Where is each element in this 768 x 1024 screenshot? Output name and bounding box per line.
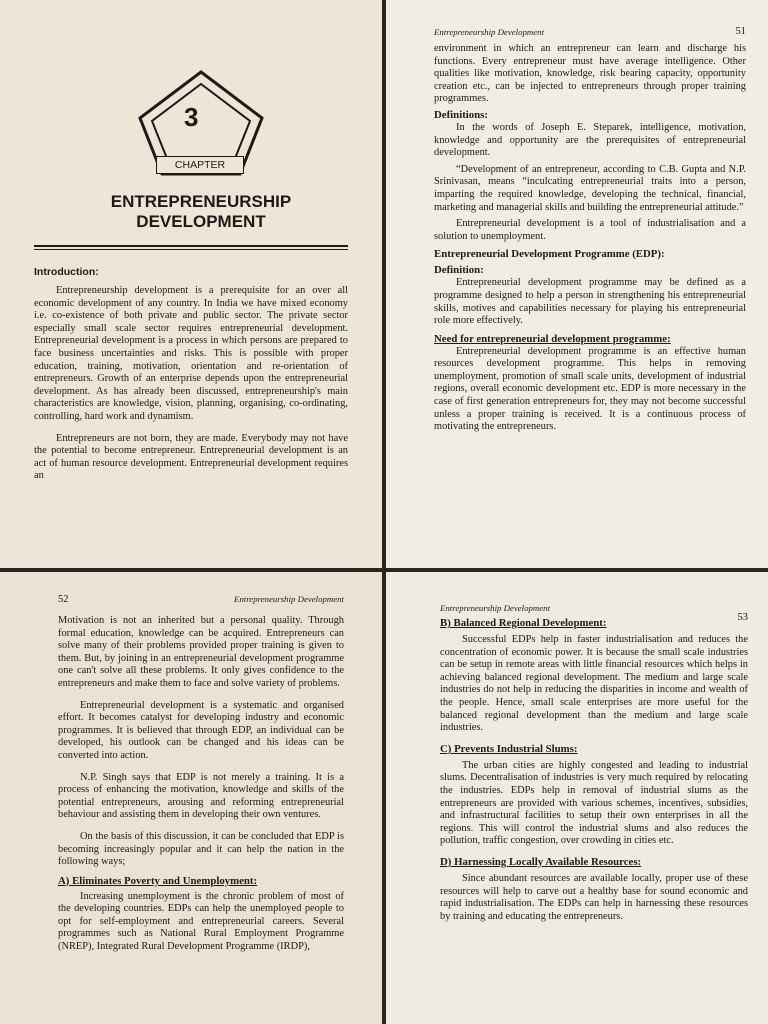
section-heading: Need for entrepreneurial development programme:	[434, 332, 671, 345]
running-head: Entrepreneurship Development	[233, 594, 344, 604]
page-number: 51	[735, 26, 746, 37]
title-rule-thin	[34, 249, 348, 250]
chapter-title-line2: DEVELOPMENT	[136, 212, 266, 231]
paragraph: On the basis of this discussion, it can be concluded that EDP is becoming increasingly popular and it can help the nation in the following ways;	[58, 830, 344, 868]
section-heading: Definitions:	[434, 108, 488, 121]
chapter-badge	[34, 70, 348, 198]
paragraph: Successful EDPs help in faster industrialisation and reduces the concentration of economic power. It is because the small scale industries can be setup in remote areas with little financial resources which helps in achieving balanced regional development. The medium and large scale industries do not help in reducing the disparities in income and wealth of the people. Hence, small scale enterprises are more useful for the balanced regional development than the medium and large scale industries.	[440, 634, 748, 734]
running-head: Entrepreneurship Development	[440, 603, 551, 613]
paragraph: Entrepreneurial development programme may be defined as a programme designed to help a person in strengthening his entrepreneurial skills, motives and capabilities necessary for playing his entrepreneurial role more effectively.	[434, 277, 746, 327]
section-heading: Entrepreneurial Development Programme (EDP):	[434, 248, 665, 261]
section-heading: A) Eliminates Poverty and Unemployment:	[58, 874, 258, 887]
section-heading: B) Balanced Regional Development:	[440, 617, 607, 629]
paragraph: environment in which an entrepreneur can learn and discharge his functions. Every entrepreneur must have average intelligence. Other qualities like motivation, knowledge, risk bearing capacity, opportunity creation etc., can be injected to entrepreneurs through proper training programmes.	[434, 43, 746, 105]
section-heading: Definition:	[434, 264, 484, 277]
page-53	[386, 572, 768, 1024]
title-rule	[34, 245, 348, 247]
page-51	[386, 0, 768, 568]
page-52	[0, 572, 382, 1024]
chapter-number: 3	[184, 102, 199, 132]
chapter-title-line1: ENTREPRENEURSHIP	[110, 192, 292, 211]
chapter-title	[34, 192, 348, 232]
paragraph: Entrepreneurial development is a systematic and organised effort. It becomes catalyst for developing industry and economic programmes. It is believed that through EDP, an individual can be developed, his outlook can be changed and his ideas can be converted into action.	[58, 699, 344, 761]
page-50	[0, 0, 382, 568]
paragraph: Entrepreneurs are not born, they are made. Everybody may not have the potential to become entrepreneur. Entrepreneurial development is an act of human resource development. Entrepreneurial development requires an	[34, 432, 348, 482]
paragraph: The urban cities are highly congested and leading to industrial slums. Decentralisation of industries is very much required by relocating the industries. EDPs help in removal of industrial slums as the entrepreneurs are provided with various schemes, incentives, subsidies, and infrastructural facilities to setup their own enterprises in all the regions. This will control the industrial slums and also reduces the pollution, traffic congestion, over crowding in cities etc.	[440, 759, 748, 847]
page-number: 53	[737, 612, 748, 623]
paragraph: Entrepreneurial development is a tool of industrialisation and a solution to unemployment.	[434, 218, 746, 242]
paragraph: N.P. Singh says that EDP is not merely a training. It is a process of enhancing the motivation, knowledge and skills of the potential entrepreneurs, arousing and reforming entrepreneurial behaviour and assisting them in developing their own ventures.	[58, 771, 344, 821]
paragraph: Entrepreneurship development is a prerequisite for an over all economic development of any country. In India we have mixed economy i.e. co-existence of both private and public sector. The private sector especially small scale sector requires entrepreneurial development. Entrepreneurial development is a process in which persons are prepared to face business uncertainties and risks. This is possible with proper education, training, motivation, orientation and re-orientation of entrepreneurs. Growth of an enterprise depends upon the entrepreneurial development. As has already been discussed, entrepreneurship's main characteristics are knowledge, vision, planning, organising, co-ordinating, controlling, hard work and dynamism.	[34, 285, 348, 422]
paragraph: Increasing unemployment is the chronic problem of most of the developing countries. EDPs can help the unemployed people to opt for self-employment and entrepreneurial careers. Several programmes such as National Rural Employment Programme (NREP), Integrated Rural Development Programme (IRDP),	[58, 890, 344, 953]
running-head: Entrepreneurship Development	[434, 27, 545, 37]
page-header	[434, 14, 746, 37]
quote-paragraph: “Development of an entrepreneur, according to C.B. Gupta and N.P. Srinivasan, means “inculcating entrepreneurial traits into a person, imparting the required knowledge, developing the technical, financial, marketing and managerial skills and building the entrepreneurial attitude.”	[434, 163, 746, 213]
chapter-label: CHAPTER	[156, 156, 244, 174]
section-heading: D) Harnessing Locally Available Resources:	[440, 855, 642, 868]
paragraph: In the words of Joseph E. Steparek, intelligence, motivation, knowledge and opportunity are the prerequisites of entrepreneurial development.	[434, 121, 746, 159]
paragraph: Motivation is not an inherited but a personal quality. Through formal education, knowledge can be acquired. Entrepreneurs can solve many of their problems provided proper training is given to them. But, by joining in an entrepreneurial development programme one can't solve all these problems. It only gives confidence to the entrepreneurs and make them to face and solve variety of problems.	[58, 615, 344, 689]
paragraph: Since abundant resources are available locally, proper use of these resources will help to carve out a healthy base for sound economic and rapid industrialisation. The EDPs can help in harnessing these resources by training and educating the entrepreneurs.	[440, 872, 748, 922]
intro-heading: Introduction:	[34, 266, 99, 278]
paragraph: Entrepreneurial development programme is an effective human resources development programme. This helps in removing unemployment, promotion of small scale units, development of industrial regions, overall economic development etc. EDP is more necessary in the case of first generation entrepreneurs for, they may not become successful unless a proper training is received. It is a continuous process of motivating the entrepreneurs.	[434, 345, 746, 433]
page-header	[58, 594, 344, 605]
section-heading: C) Prevents Industrial Slums:	[440, 742, 578, 755]
page-number: 52	[58, 594, 69, 605]
